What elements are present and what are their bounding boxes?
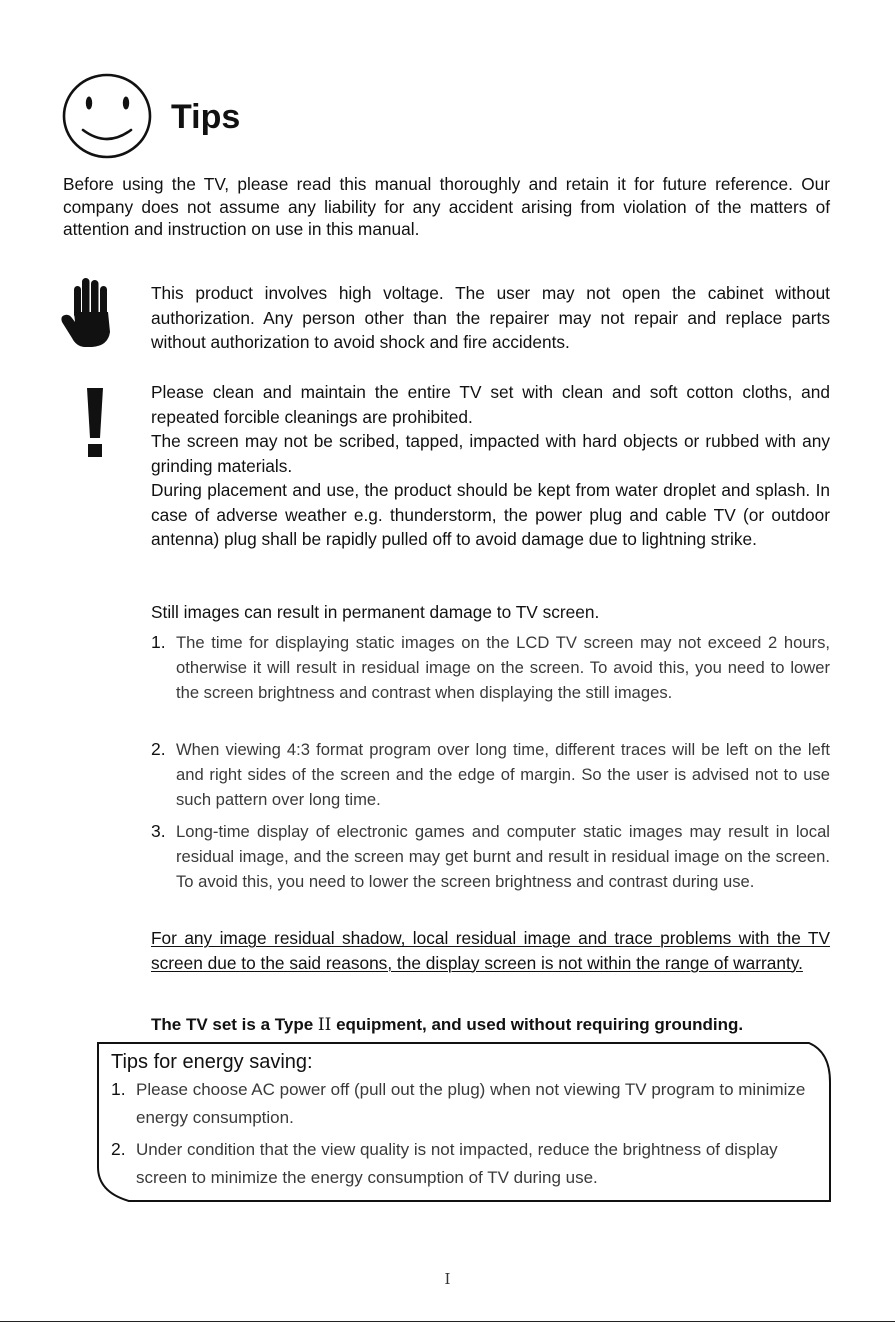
page-bottom-rule — [0, 1321, 895, 1322]
screen-note: The screen may not be scribed, tapped, impacted with hard objects or rubbed with any grinding materials. — [151, 431, 830, 476]
list-text: Long-time display of electronic games and computer static images may result in local residual image, and the screen may get burnt and result in residual image on the screen. To avoid this, you need to lower the screen brightness and contrast during use. — [176, 822, 830, 891]
list-item — [151, 819, 830, 894]
list-text: The time for displaying static images on the LCD TV screen may not exceed 2 hours, otherwise it will result in residual image on the screen. To avoid this, you need to lower the screen brightness and contrast when displaying the still images. — [176, 633, 830, 702]
type-roman-numeral: II — [317, 1015, 332, 1035]
equipment-type-note — [151, 1013, 743, 1037]
list-number: 3. — [151, 821, 166, 841]
still-images-heading: Still images can result in permanent damage to TV screen. — [151, 602, 600, 622]
warranty-notice: For any image residual shadow, local residual image and trace problems with the TV screen due to the said reasons, the display screen is not within the range of warranty. — [151, 928, 830, 973]
type-note-start: The TV set is a Type — [151, 1015, 318, 1034]
energy-tips-list — [111, 1075, 823, 1195]
placement-note: During placement and use, the product should be kept from water droplet and splash. In case of adverse weather e.g. thunderstorm, the power plug and cable TV (or outdoor antenna) plug shall be rapidly pulled off to avoid damage due to lightning strike. — [151, 480, 830, 549]
exclamation-icon — [84, 388, 106, 458]
still-image-list-item-2 — [151, 737, 830, 812]
list-item — [151, 630, 830, 705]
high-voltage-warning: This product involves high voltage. The user may not open the cabinet without authorization. Any person other than the repairer may not repair and replace parts without authorization to avoid shock and fire accidents. — [151, 283, 830, 352]
list-text: When viewing 4:3 format program over long time, different traces will be left on the left and right sides of the screen and the edge of margin. So the user is advised not to use such pattern over long time. — [176, 740, 830, 809]
list-number: 1. — [151, 632, 166, 652]
list-item — [111, 1135, 823, 1192]
type-note-end: equipment, and used without requiring grounding. — [331, 1015, 744, 1034]
list-number: 2. — [111, 1139, 126, 1159]
page-number: I — [444, 1270, 451, 1288]
list-text: Please choose AC power off (pull out the plug) when not viewing TV program to minimize energy consumption. — [136, 1080, 806, 1127]
care-warnings — [151, 380, 830, 552]
energy-tips-title: Tips for energy saving: — [111, 1051, 313, 1073]
list-number: 1. — [111, 1079, 126, 1099]
list-item — [151, 737, 830, 812]
still-image-list-item-1 — [151, 630, 830, 705]
stop-hand-icon — [60, 276, 116, 348]
smiley-face-icon — [62, 73, 152, 159]
intro-paragraph: Before using the TV, please read this manual thoroughly and retain it for future reference. Our company does not assume any liability for any accident arising from violation of the matters of attention and instruction on use in this manual. — [63, 174, 830, 239]
list-number: 2. — [151, 739, 166, 759]
list-item — [111, 1075, 823, 1132]
list-text: Under condition that the view quality is not impacted, reduce the brightness of display screen to minimize the energy consumption of TV during use. — [136, 1140, 778, 1187]
still-image-list-item-3 — [151, 819, 830, 894]
page-title: Tips — [171, 98, 241, 136]
cleaning-note: Please clean and maintain the entire TV set with clean and soft cotton cloths, and repeated forcible cleanings are prohibited. — [151, 382, 830, 427]
